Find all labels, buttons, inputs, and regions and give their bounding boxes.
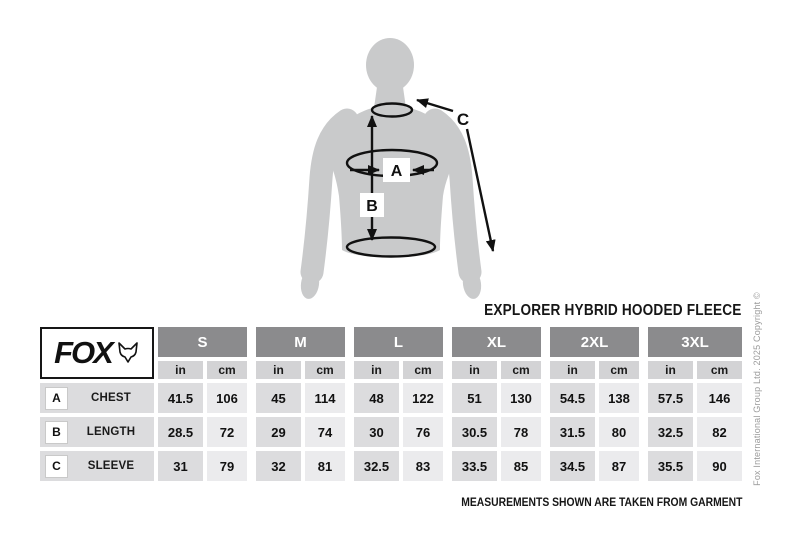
copyright-text: Fox International Group Ltd. 2025 Copyright © xyxy=(752,292,762,486)
measure-cell: 32 xyxy=(256,451,301,481)
size-col-header-m: M xyxy=(256,327,350,357)
measure-cell: 106 xyxy=(207,383,252,413)
table-row-length xyxy=(40,417,742,447)
measure-cell: 80 xyxy=(599,417,644,447)
row-letter-badge: A xyxy=(45,387,68,410)
measure-cell: 78 xyxy=(501,417,546,447)
measure-cell: 138 xyxy=(599,383,644,413)
size-header-row xyxy=(40,327,742,357)
row-label: LENGTH xyxy=(86,426,136,438)
measure-cell: 28.5 xyxy=(158,417,203,447)
measure-cell: 35.5 xyxy=(648,451,693,481)
size-col-header-2xl: 2XL xyxy=(550,327,644,357)
footnote: MEASUREMENTS SHOWN ARE TAKEN FROM GARMENT xyxy=(460,497,742,509)
measure-cell: 34.5 xyxy=(550,451,595,481)
measure-cell: 79 xyxy=(207,451,252,481)
unit-header-in: in xyxy=(158,361,203,379)
measurement-diagram xyxy=(283,10,543,305)
size-col-header-3xl: 3XL xyxy=(648,327,742,357)
fox-logo-text: FOX xyxy=(54,335,112,370)
unit-header-cm: cm xyxy=(403,361,448,379)
product-title: EXPLORER HYBRID HOODED FLEECE xyxy=(484,302,742,319)
unit-header-in: in xyxy=(452,361,497,379)
measure-cell: 114 xyxy=(305,383,350,413)
size-col-header-l: L xyxy=(354,327,448,357)
row-letter-badge: C xyxy=(45,455,68,478)
measure-cell: 81 xyxy=(305,451,350,481)
measure-cell: 74 xyxy=(305,417,350,447)
unit-header-cm: cm xyxy=(501,361,546,379)
row-header-length xyxy=(40,417,154,447)
brand-logo-cell xyxy=(40,327,154,379)
unit-header-cm: cm xyxy=(697,361,742,379)
size-col-header-xl: XL xyxy=(452,327,546,357)
measure-label-b: B xyxy=(366,198,378,215)
size-col-header-s: S xyxy=(158,327,252,357)
measure-cell: 82 xyxy=(697,417,742,447)
measure-cell: 48 xyxy=(354,383,399,413)
table-row-chest xyxy=(40,383,742,413)
measure-cell: 122 xyxy=(403,383,448,413)
measure-cell: 54.5 xyxy=(550,383,595,413)
measure-label-a: A xyxy=(390,163,403,180)
measure-cell: 32.5 xyxy=(648,417,693,447)
unit-header-in: in xyxy=(648,361,693,379)
table-row-sleeve xyxy=(40,451,742,481)
measure-cell: 41.5 xyxy=(158,383,203,413)
measure-cell: 32.5 xyxy=(354,451,399,481)
measure-cell: 29 xyxy=(256,417,301,447)
measure-cell: 83 xyxy=(403,451,448,481)
measure-cell: 146 xyxy=(697,383,742,413)
measure-cell: 31 xyxy=(158,451,203,481)
measure-label-c: C xyxy=(456,110,470,129)
unit-header-cm: cm xyxy=(305,361,350,379)
measure-cell: 57.5 xyxy=(648,383,693,413)
row-label: SLEEVE xyxy=(87,460,135,472)
row-letter-badge: B xyxy=(45,421,68,444)
unit-header-cm: cm xyxy=(599,361,644,379)
unit-header-cm: cm xyxy=(207,361,252,379)
measure-cell: 33.5 xyxy=(452,451,497,481)
measure-cell: 85 xyxy=(501,451,546,481)
row-header-chest xyxy=(40,383,154,413)
unit-header-in: in xyxy=(256,361,301,379)
measure-cell: 72 xyxy=(207,417,252,447)
measure-cell: 130 xyxy=(501,383,546,413)
size-table xyxy=(36,323,746,485)
measure-cell: 45 xyxy=(256,383,301,413)
fox-head-icon xyxy=(116,341,140,365)
measure-cell: 51 xyxy=(452,383,497,413)
row-header-sleeve xyxy=(40,451,154,481)
measure-cell: 76 xyxy=(403,417,448,447)
measure-cell: 31.5 xyxy=(550,417,595,447)
measure-cell: 30 xyxy=(354,417,399,447)
measure-cell: 87 xyxy=(599,451,644,481)
row-label: CHEST xyxy=(91,392,131,404)
measure-cell: 30.5 xyxy=(452,417,497,447)
unit-header-in: in xyxy=(550,361,595,379)
measure-cell: 90 xyxy=(697,451,742,481)
unit-header-in: in xyxy=(354,361,399,379)
